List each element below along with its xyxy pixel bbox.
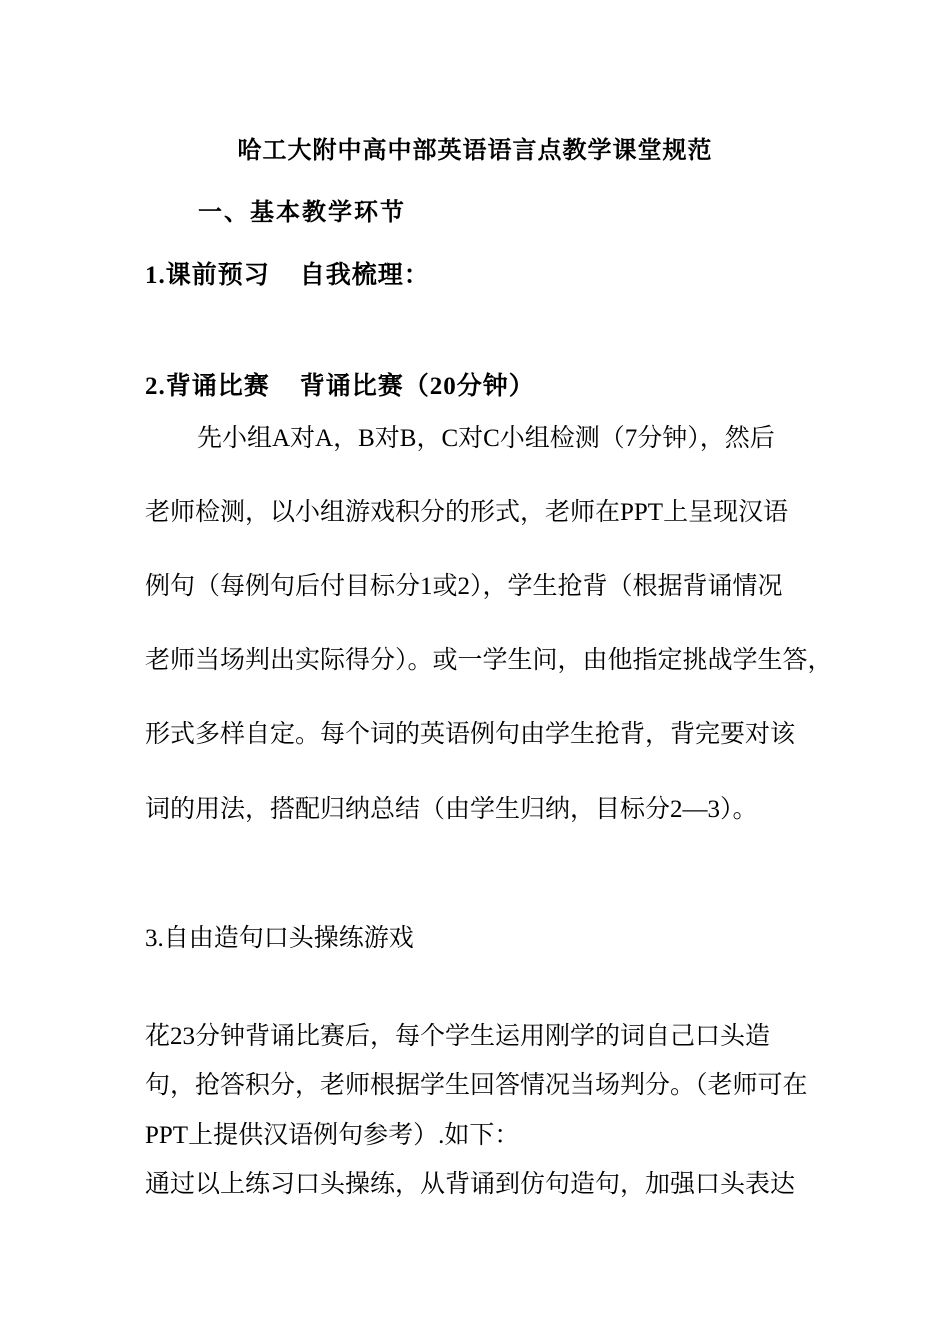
paragraph-line: 老师当场判出实际得分）。或一学生问，由他指定挑战学生答， xyxy=(145,647,833,674)
step-1-label: 1.课前预习 xyxy=(145,262,270,289)
section-heading: 一、基本教学环节 xyxy=(198,200,406,226)
step-2-heading xyxy=(145,372,535,402)
paragraph-line: PPT上提供汉语例句参考）.如下： xyxy=(145,1122,520,1149)
paragraph-line: 形式多样自定。每个词的英语例句由学生抢背，背完要对该 xyxy=(145,721,796,748)
step-1-heading xyxy=(145,261,430,291)
step-3-heading: 3.自由造句口头操练游戏 xyxy=(145,925,414,952)
paragraph-line: 句，抢答积分，老师根据学生回答情况当场判分。（老师可在 xyxy=(145,1072,808,1099)
document-title: 哈工大附中高中部英语语言点教学课堂规范 xyxy=(237,138,713,164)
paragraph-line: 例句（每例句后付目标分1或2），学生抢背（根据背诵情况 xyxy=(145,573,783,600)
paragraph-line: 先小组A对A，B对B，C对C小组检测（7分钟），然后 xyxy=(197,425,775,452)
step-2-label: 2.背诵比赛 xyxy=(145,373,270,400)
paragraph-line: 花23分钟背诵比赛后，每个学生运用刚学的词自己口头造 xyxy=(145,1023,771,1050)
paragraph-line: 词的用法，搭配归纳总结（由学生归纳，目标分2—3）。 xyxy=(145,796,758,823)
step-1-desc: 自我梳理： xyxy=(299,262,430,289)
paragraph-line: 老师检测，以小组游戏积分的形式，老师在PPT上呈现汉语 xyxy=(145,499,789,526)
paragraph-line: 通过以上练习口头操练，从背诵到仿句造句，加强口头表达 xyxy=(145,1171,796,1198)
step-2-desc: 背诵比赛（20分钟） xyxy=(299,373,535,400)
